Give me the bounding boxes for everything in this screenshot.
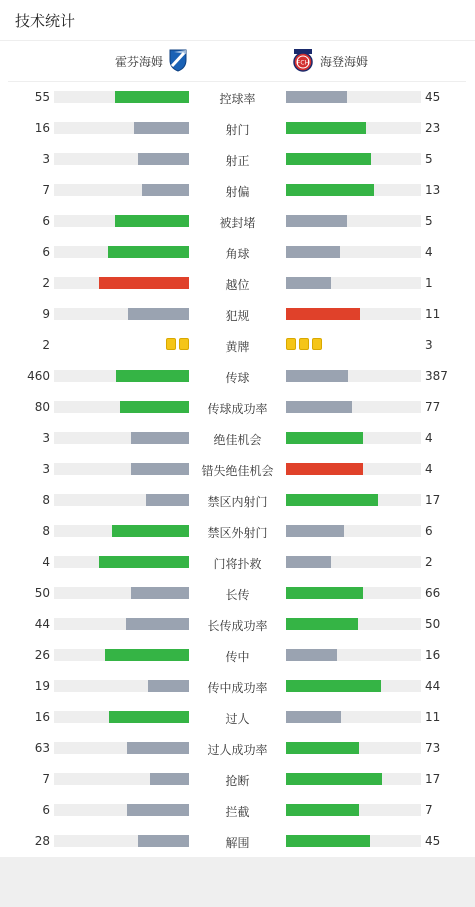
stat-label: 过人成功率 xyxy=(207,743,268,757)
away-bar-track xyxy=(286,587,421,599)
stat-row xyxy=(0,640,475,671)
home-bar-fill xyxy=(131,432,189,444)
away-bar-track xyxy=(286,215,421,227)
stat-row xyxy=(0,702,475,733)
home-value: 8 xyxy=(42,493,50,507)
stat-row xyxy=(0,299,475,330)
home-bar-track xyxy=(54,649,189,661)
home-bar-track xyxy=(54,804,189,816)
home-value: 19 xyxy=(34,679,50,693)
home-bar-track xyxy=(54,556,189,568)
away-bar-track xyxy=(286,463,421,475)
away-value: 4 xyxy=(425,462,433,476)
away-bar-track xyxy=(286,184,421,196)
home-value: 6 xyxy=(42,803,50,817)
yellow-card-icon xyxy=(286,338,296,350)
home-value: 26 xyxy=(34,648,50,662)
away-bar-fill xyxy=(286,649,337,661)
away-bar-fill xyxy=(286,277,331,289)
away-value: 50 xyxy=(425,617,441,631)
home-bar-fill xyxy=(115,91,189,103)
stat-label: 犯规 xyxy=(225,309,250,323)
home-bar-fill xyxy=(127,804,189,816)
stat-row xyxy=(0,454,475,485)
stat-label: 控球率 xyxy=(219,92,256,106)
home-bar-fill xyxy=(150,773,189,785)
stat-label: 长传 xyxy=(225,588,250,602)
away-bar-track xyxy=(286,711,421,723)
stat-row xyxy=(0,578,475,609)
away-bar-fill xyxy=(286,680,381,692)
home-bar-fill xyxy=(126,618,189,630)
away-bar-fill xyxy=(286,773,382,785)
stat-label: 绝佳机会 xyxy=(213,433,262,447)
away-bar-fill xyxy=(286,835,370,847)
home-bar-track xyxy=(54,680,189,692)
away-bar-fill xyxy=(286,370,348,382)
away-value: 5 xyxy=(425,214,433,228)
stat-label: 传中成功率 xyxy=(207,681,268,695)
away-team-name: 海登海姆 xyxy=(320,54,369,69)
stat-row xyxy=(0,144,475,175)
home-bar-track xyxy=(54,184,189,196)
yellow-card-icon xyxy=(166,338,176,350)
home-bar-fill xyxy=(142,184,189,196)
home-yellow-cards xyxy=(166,338,189,350)
away-bar-fill xyxy=(286,742,359,754)
away-value: 23 xyxy=(425,121,441,135)
stat-row xyxy=(0,392,475,423)
home-bar-fill xyxy=(108,246,189,258)
home-bar-fill xyxy=(134,122,189,134)
stat-label: 解围 xyxy=(225,836,250,850)
away-value: 4 xyxy=(425,431,433,445)
home-team-name: 霍芬海姆 xyxy=(114,54,163,69)
away-bar-track xyxy=(286,370,421,382)
home-bar-fill xyxy=(99,277,189,289)
yellow-card-icon xyxy=(312,338,322,350)
away-value: 17 xyxy=(425,493,441,507)
away-bar-track xyxy=(286,835,421,847)
home-bar-track xyxy=(54,742,189,754)
away-bar-track xyxy=(286,773,421,785)
home-bar-track xyxy=(54,122,189,134)
away-value: 5 xyxy=(425,152,433,166)
home-bar-fill xyxy=(138,153,189,165)
home-bar-track xyxy=(54,432,189,444)
home-value: 8 xyxy=(42,524,50,538)
home-bar-fill xyxy=(127,742,189,754)
home-bar-fill xyxy=(138,835,189,847)
home-bar-track xyxy=(54,91,189,103)
home-value: 7 xyxy=(42,183,50,197)
home-bar-fill xyxy=(131,587,189,599)
home-value: 9 xyxy=(42,307,50,321)
stat-label: 门将扑救 xyxy=(213,557,262,571)
home-value: 2 xyxy=(42,276,50,290)
home-value: 44 xyxy=(34,617,50,631)
stat-label: 射正 xyxy=(225,154,250,168)
away-bar-fill xyxy=(286,556,331,568)
away-bar-fill xyxy=(286,525,344,537)
away-value: 3 xyxy=(425,338,433,352)
away-bar-fill xyxy=(286,804,359,816)
stat-label: 黄牌 xyxy=(225,340,250,354)
home-bar-track xyxy=(54,308,189,320)
away-bar-track xyxy=(286,246,421,258)
away-bar-track xyxy=(286,618,421,630)
hoffenheim-crest-icon xyxy=(167,48,189,75)
home-value: 6 xyxy=(42,214,50,228)
home-value: 16 xyxy=(34,121,50,135)
home-value: 63 xyxy=(34,741,50,755)
home-bar-fill xyxy=(115,215,189,227)
home-bar-track xyxy=(54,463,189,475)
home-value: 55 xyxy=(34,90,50,104)
home-bar-fill xyxy=(120,401,189,413)
away-value: 17 xyxy=(425,772,441,786)
home-bar-track xyxy=(54,835,189,847)
away-bar-fill xyxy=(286,122,366,134)
stat-row xyxy=(0,361,475,392)
section-title: 技术统计 xyxy=(15,12,76,30)
away-bar-fill xyxy=(286,711,341,723)
away-value: 387 xyxy=(425,369,448,383)
away-bar-fill xyxy=(286,308,360,320)
stat-row xyxy=(0,330,475,361)
stat-row xyxy=(0,795,475,826)
away-bar-track xyxy=(286,153,421,165)
yellow-card-icon xyxy=(179,338,189,350)
stat-row xyxy=(0,547,475,578)
home-bar-fill xyxy=(112,525,189,537)
home-value: 7 xyxy=(42,772,50,786)
stat-label: 禁区内射门 xyxy=(207,495,268,509)
home-bar-fill xyxy=(116,370,189,382)
away-bar-fill xyxy=(286,463,363,475)
stat-row xyxy=(0,237,475,268)
stat-label: 禁区外射门 xyxy=(207,526,268,540)
away-bar-track xyxy=(286,742,421,754)
away-bar-track xyxy=(286,680,421,692)
home-bar-fill xyxy=(99,556,189,568)
home-bar-track xyxy=(54,277,189,289)
away-value: 73 xyxy=(425,741,441,755)
home-bar-fill xyxy=(109,711,189,723)
stat-label: 角球 xyxy=(225,247,250,261)
away-value: 11 xyxy=(425,307,441,321)
home-value: 2 xyxy=(42,338,50,352)
stat-label: 长传成功率 xyxy=(207,619,268,633)
away-value: 45 xyxy=(425,90,441,104)
stat-row xyxy=(0,609,475,640)
home-bar-fill xyxy=(131,463,189,475)
home-bar-track xyxy=(54,525,189,537)
away-value: 66 xyxy=(425,586,441,600)
home-value: 460 xyxy=(27,369,50,383)
yellow-card-icon xyxy=(299,338,309,350)
stat-row xyxy=(0,733,475,764)
away-bar-fill xyxy=(286,91,347,103)
away-bar-fill xyxy=(286,494,378,506)
away-bar-fill xyxy=(286,184,374,196)
stat-row xyxy=(0,764,475,795)
stat-row xyxy=(0,516,475,547)
stat-row xyxy=(0,671,475,702)
teams-header xyxy=(8,41,466,82)
stat-row xyxy=(0,82,475,113)
away-value: 6 xyxy=(425,524,433,538)
away-value: 13 xyxy=(425,183,441,197)
stat-row xyxy=(0,826,475,857)
away-value: 7 xyxy=(425,803,433,817)
stat-label: 抢断 xyxy=(225,774,250,788)
home-value: 28 xyxy=(34,834,50,848)
away-bar-track xyxy=(286,308,421,320)
away-value: 4 xyxy=(425,245,433,259)
away-value: 44 xyxy=(425,679,441,693)
away-value: 11 xyxy=(425,710,441,724)
home-bar-track xyxy=(54,773,189,785)
home-bar-fill xyxy=(146,494,189,506)
svg-text:FCH: FCH xyxy=(296,59,310,66)
home-bar-track xyxy=(54,494,189,506)
stat-label: 射偏 xyxy=(225,185,250,199)
stat-row xyxy=(0,113,475,144)
home-bar-track xyxy=(54,618,189,630)
home-value: 16 xyxy=(34,710,50,724)
away-value: 45 xyxy=(425,834,441,848)
home-bar-track xyxy=(54,370,189,382)
away-bar-fill xyxy=(286,153,371,165)
stat-label: 传中 xyxy=(225,650,250,664)
stat-row xyxy=(0,268,475,299)
away-team[interactable] xyxy=(292,49,368,73)
stat-row xyxy=(0,175,475,206)
stat-row xyxy=(0,423,475,454)
heidenheim-crest-icon xyxy=(292,48,314,75)
stat-label: 射门 xyxy=(225,123,250,137)
away-yellow-cards xyxy=(286,338,322,350)
stat-label: 拦截 xyxy=(225,805,250,819)
away-bar-track xyxy=(286,432,421,444)
away-bar-fill xyxy=(286,401,352,413)
away-bar-fill xyxy=(286,246,340,258)
home-bar-fill xyxy=(128,308,189,320)
away-value: 1 xyxy=(425,276,433,290)
home-bar-track xyxy=(54,587,189,599)
home-value: 3 xyxy=(42,431,50,445)
stat-label: 错失绝佳机会 xyxy=(201,464,274,478)
away-bar-track xyxy=(286,804,421,816)
home-team[interactable] xyxy=(115,49,189,73)
away-bar-track xyxy=(286,91,421,103)
home-value: 6 xyxy=(42,245,50,259)
home-bar-track xyxy=(54,246,189,258)
home-bar-fill xyxy=(148,680,189,692)
stat-label: 传球 xyxy=(225,371,250,385)
home-value: 50 xyxy=(34,586,50,600)
away-bar-fill xyxy=(286,215,347,227)
away-bar-track xyxy=(286,649,421,661)
stat-row xyxy=(0,485,475,516)
away-bar-fill xyxy=(286,587,363,599)
away-value: 77 xyxy=(425,400,441,414)
away-bar-track xyxy=(286,525,421,537)
stat-label: 越位 xyxy=(225,278,250,292)
home-bar-track xyxy=(54,401,189,413)
home-bar-fill xyxy=(105,649,189,661)
away-value: 16 xyxy=(425,648,441,662)
home-value: 3 xyxy=(42,462,50,476)
away-value: 2 xyxy=(425,555,433,569)
home-bar-track xyxy=(54,215,189,227)
away-bar-track xyxy=(286,494,421,506)
home-bar-track xyxy=(54,711,189,723)
home-value: 80 xyxy=(34,400,50,414)
away-bar-track xyxy=(286,277,421,289)
away-bar-fill xyxy=(286,618,358,630)
home-value: 3 xyxy=(42,152,50,166)
away-bar-fill xyxy=(286,432,363,444)
home-bar-track xyxy=(54,153,189,165)
stat-row xyxy=(0,206,475,237)
stat-label: 过人 xyxy=(225,712,250,726)
away-bar-track xyxy=(286,401,421,413)
home-value: 4 xyxy=(42,555,50,569)
stat-label: 传球成功率 xyxy=(207,402,268,416)
stat-label: 被封堵 xyxy=(219,216,256,230)
away-bar-track xyxy=(286,122,421,134)
away-bar-track xyxy=(286,556,421,568)
